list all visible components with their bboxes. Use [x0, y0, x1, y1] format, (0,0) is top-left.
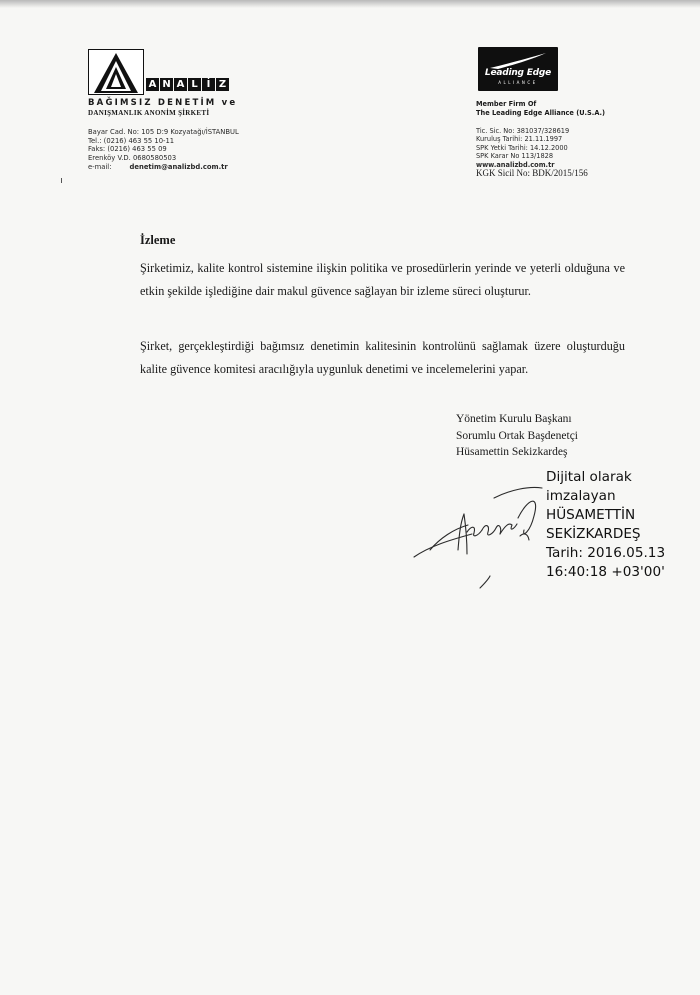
address-line: Bayar Cad. No: 105 D:9 Kozyatağı/İSTANBUL [88, 128, 239, 136]
spk-decision-line: SPK Karar No 113/1828 [476, 152, 554, 161]
leading-edge-logo [478, 47, 558, 91]
brand-wordmark [146, 78, 229, 91]
tax-office-line: Erenköy V.D. 0680580503 [88, 153, 177, 162]
kgk-registry: KGK Sicil No: BDK/2015/156 [476, 168, 588, 178]
digital-sign-line1: Dijital olarak [546, 469, 632, 485]
scan-edge-shadow [0, 0, 700, 8]
company-name-line1: BAĞIMSIZ DENETİM ve [88, 98, 238, 108]
triangle-logo-icon [88, 49, 144, 95]
digital-signature-text [546, 468, 665, 581]
paragraph-1: Şirketimiz, kalite kontrol sistemine ilişkin politika ve prosedürlerin yerinde ve yeterli olduğuna ve etkin şekilde işlediğine dair makul güvence sağlayan bir izleme süreci oluşturur. [140, 261, 625, 298]
brand-letter: İ [202, 78, 215, 91]
digital-sign-name1: HÜSAMETTİN [546, 506, 636, 523]
handwritten-signature [410, 480, 550, 600]
founding-date-line: Kuruluş Tarihi: 21.11.1997 [476, 135, 563, 144]
brand-letter: L [188, 78, 201, 91]
phone-line: Tel.: (0216) 463 55 10-11 [88, 136, 175, 145]
brand-letter: Z [216, 78, 229, 91]
registration-info [476, 127, 569, 169]
member-firm-text [476, 100, 605, 117]
email-value: denetim@analizbd.com.tr [129, 163, 228, 172]
digital-sign-date: Tarih: 2016.05.13 [546, 544, 666, 561]
signatory-block [456, 411, 578, 461]
letterhead-left [88, 47, 308, 117]
member-line1: Member Firm Of [476, 100, 537, 108]
signatory-name: Hüsamettin Sekizkardeş [456, 446, 568, 459]
section-heading: İzleme [140, 233, 176, 247]
member-line2: The Leading Edge Alliance (U.S.A.) [476, 108, 606, 117]
email-label: e-mail: [88, 163, 112, 172]
company-address [88, 128, 239, 172]
alliance-wordmark: ALLIANCE [498, 80, 538, 85]
spk-authorization-line: SPK Yetki Tarihi: 14.12.2000 [476, 143, 568, 152]
digital-sign-line2: imzalayan [546, 487, 616, 504]
brand-letter: A [146, 78, 159, 91]
signatory-role: Sorumlu Ortak Başdenetçi [456, 429, 579, 442]
scan-mark [61, 178, 62, 183]
brand-letter: N [160, 78, 173, 91]
digital-sign-time: 16:40:18 +03'00' [546, 563, 665, 580]
fax-line: Faks: (0216) 463 55 09 [88, 145, 167, 154]
paragraph-2: Şirket, gerçekleştirdiği bağımsız denetimin kalitesinin kontrolünü sağlamak üzere oluşturduğu kalite güvence komitesi aracılığıyla uygunluk denetimi ve incelemelerini yapar. [140, 339, 625, 376]
leading-edge-wordmark: Leading Edge [484, 68, 552, 78]
trade-registry-line: Tic. Sic. No: 381037/328619 [476, 127, 570, 135]
company-name-line2: DANIŞMANLIK ANONİM ŞİRKETİ [88, 109, 210, 117]
brand-letter: A [174, 78, 187, 91]
digital-sign-name2: SEKİZKARDEŞ [546, 525, 641, 542]
signatory-title: Yönetim Kurulu Başkanı [456, 413, 572, 425]
email-row [88, 163, 239, 172]
website: www.analizbd.com.tr [476, 160, 555, 169]
analiz-logo [88, 47, 308, 95]
